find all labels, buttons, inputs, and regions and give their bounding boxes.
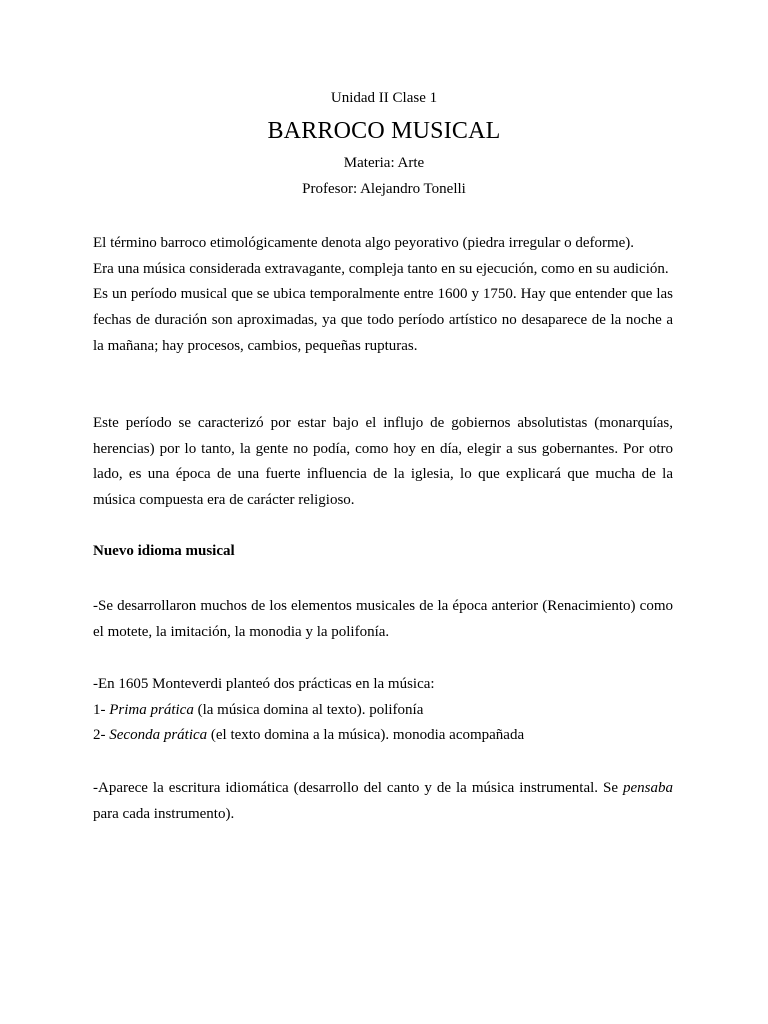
section-heading: Nuevo idioma musical (93, 543, 235, 559)
practice-2 (93, 723, 673, 749)
intro-paragraph-1: El término barroco etimológicamente denota algo peyorativo (piedra irregular o deforme). (93, 235, 635, 251)
practice-1-name: Prima prática (109, 701, 194, 718)
practice-1-number: 1- (93, 701, 110, 718)
practice-1 (93, 698, 673, 724)
item-3-start: -Aparece la escritura idiomática (desarrollo del canto y de la música instrumental. Se (93, 780, 623, 796)
practice-2-name: Seconda prática (109, 727, 208, 744)
item-3-block (93, 776, 673, 827)
intro-paragraph-3: Es un período musical que se ubica temporalmente entre 1600 y 1750. Hay que entender que las fechas de duración son aproximadas, ya que todo período artístico no desaparece de la noche a la mañana; hay procesos, cambios, pequeñas rupturas. (93, 286, 673, 354)
document-title: BARROCO MUSICAL (267, 118, 501, 144)
practices-block (93, 672, 673, 749)
teacher-label: Profesor: Alejandro Tonelli (302, 181, 466, 197)
practice-2-number: 2- (93, 727, 110, 744)
intro-section (93, 231, 673, 360)
unit-label: Unidad II Clase 1 (330, 90, 438, 106)
item-3-italic: pensaba (623, 780, 673, 796)
subject-label: Materia: Arte (343, 155, 425, 171)
practice-2-desc: (el texto domina a la música). monodia acompañada (207, 727, 525, 744)
item-3 (93, 776, 673, 827)
item-2-intro: -En 1605 Monteverdi planteó dos prácticas en la música: (93, 676, 435, 692)
context-paragraph: Este período se caracterizó por estar bajo el influjo de gobiernos absolutistas (monarquías, herencias) por lo tanto, la gente no podía, como hoy en día, elegir a sus gobernantes. Por otro lado, es una época de una fuerte influencia de la iglesia, lo que explicará que mucha de la música compuesta era de carácter religioso. (93, 415, 673, 509)
practice-1-desc: (la música domina al texto). polifonía (193, 701, 424, 718)
item-3-end: para cada instrumento). (93, 805, 235, 822)
item-1-block (93, 594, 673, 645)
section-heading-block (93, 539, 673, 565)
item-1: -Se desarrollaron muchos de los elementos musicales de la época anterior (Renacimiento) como el motete, la imitación, la monodia y la polifonía. (93, 598, 673, 640)
intro-paragraph-2: Era una música considerada extravagante, compleja tanto en su ejecución, como en su audición. (93, 260, 669, 277)
context-section (93, 411, 673, 514)
